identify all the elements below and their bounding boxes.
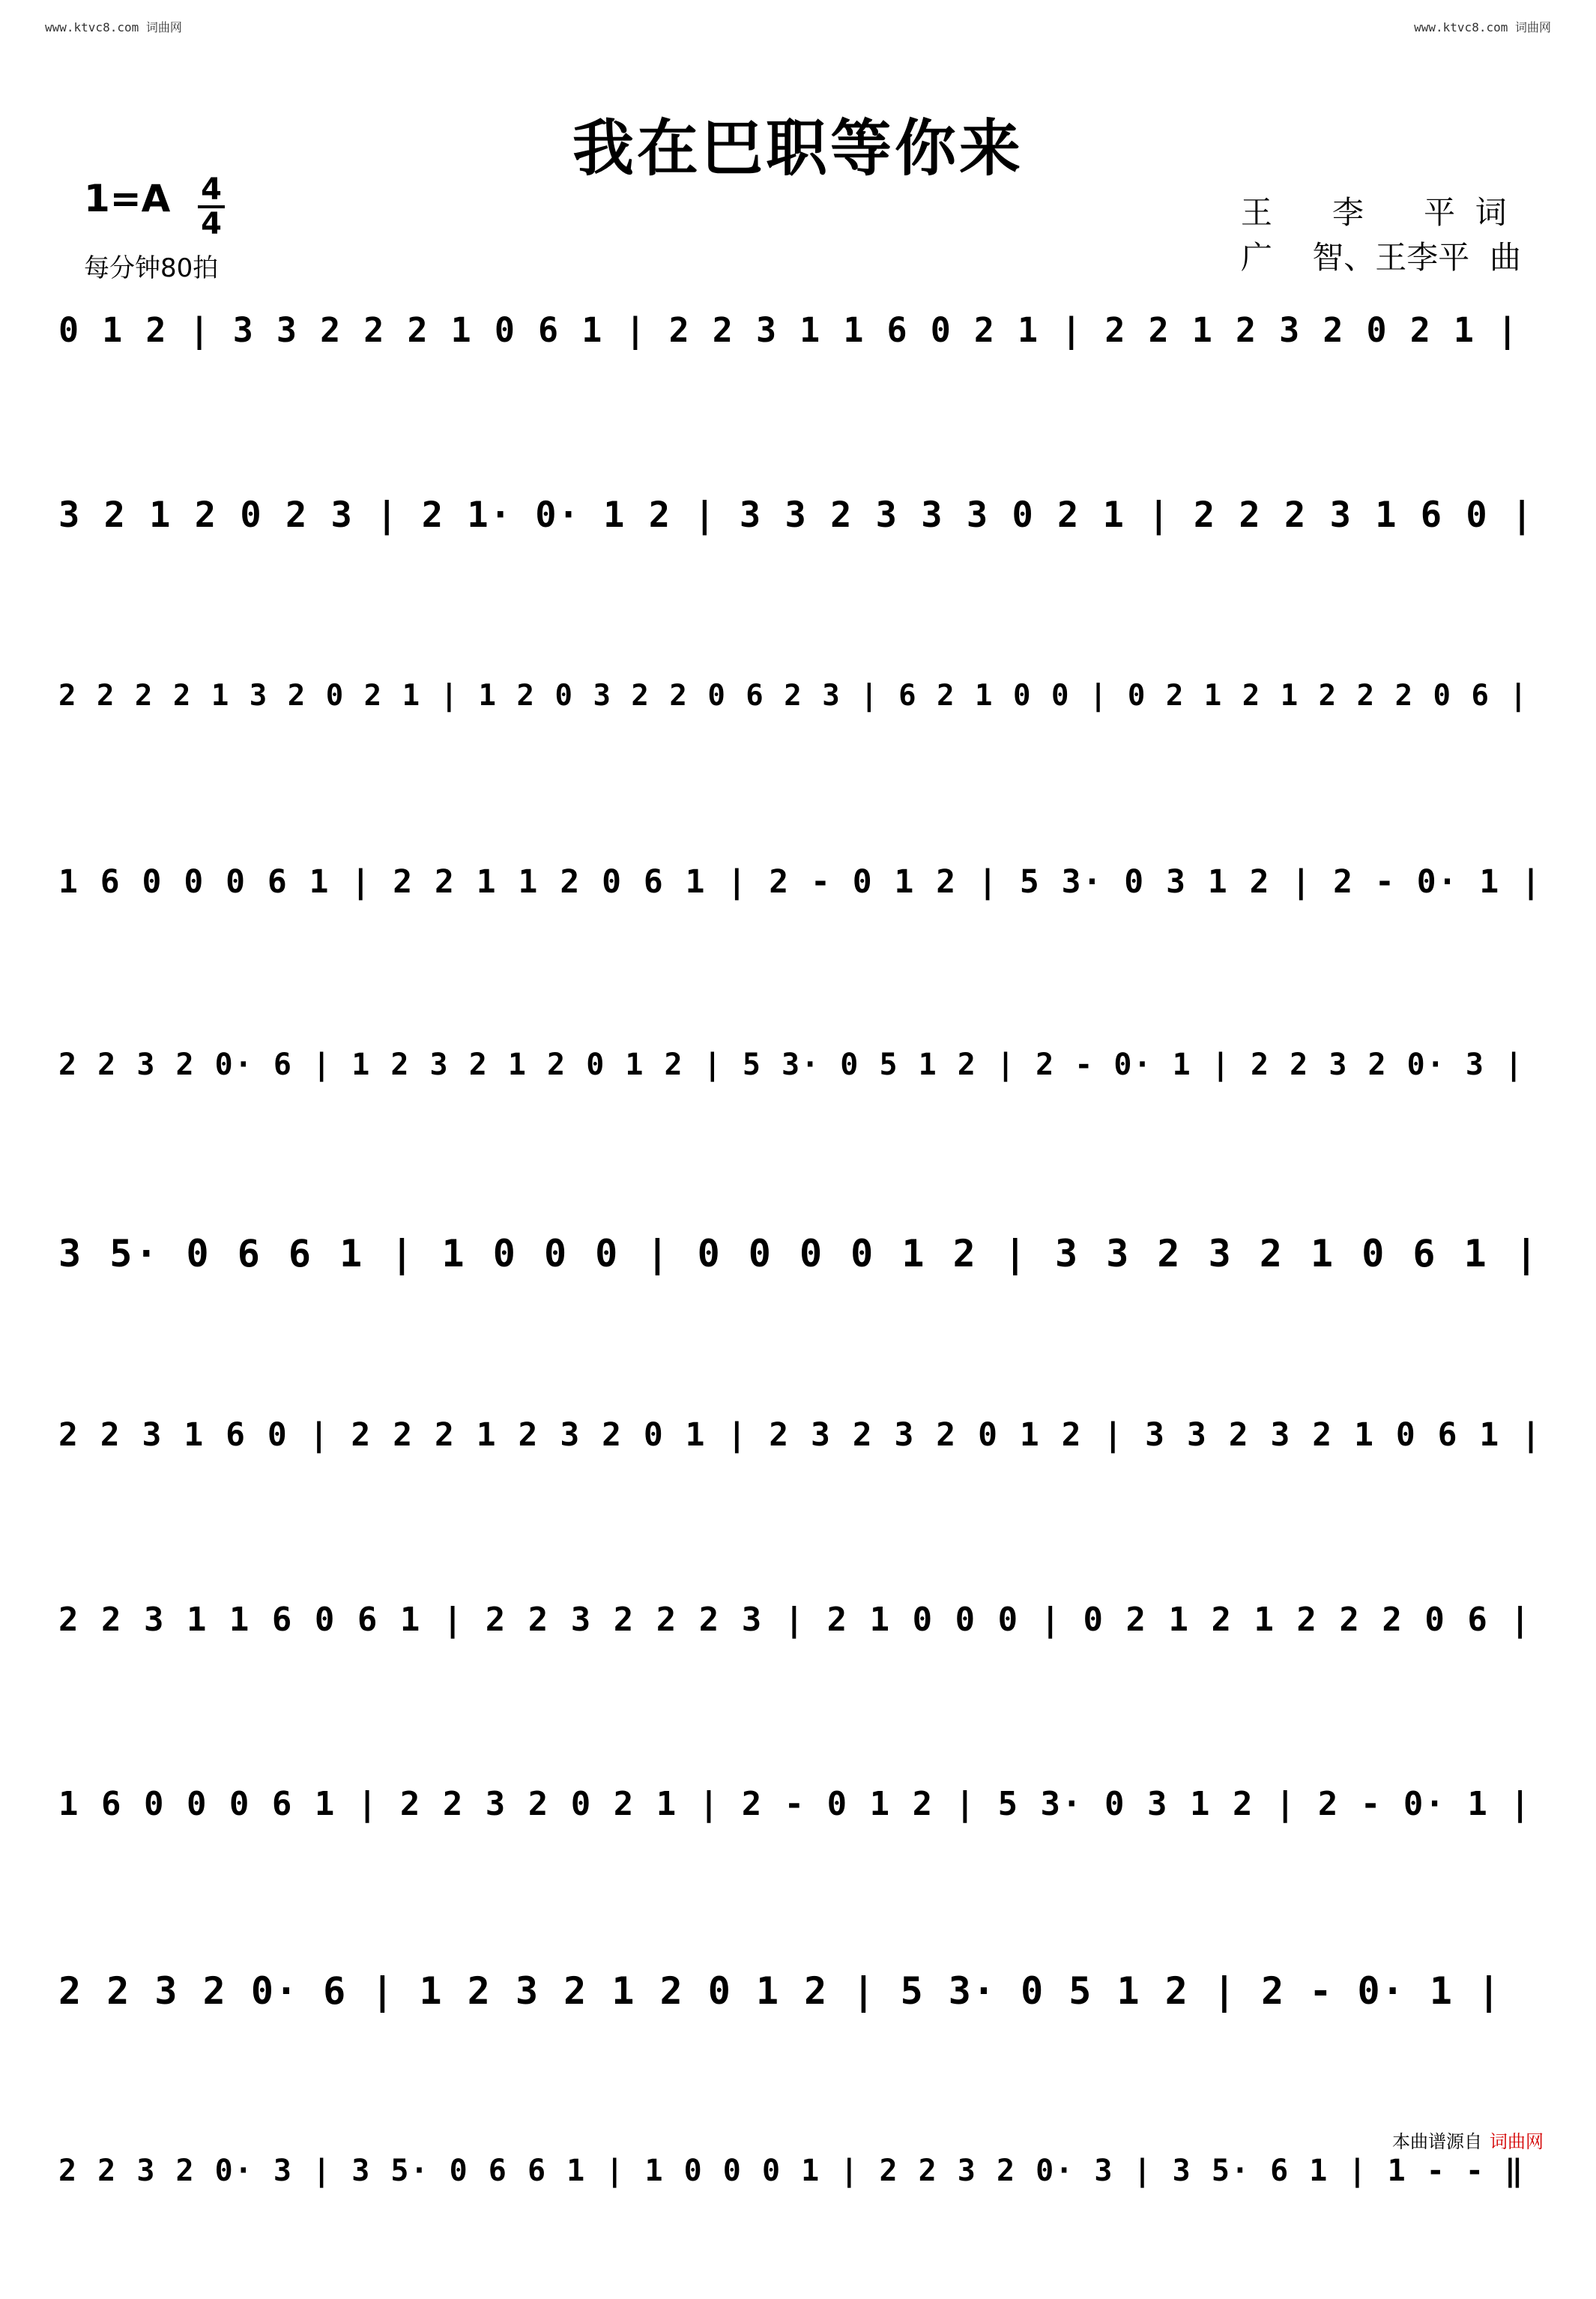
notation-line [58, 674, 1550, 737]
tempo-marking: 每分钟80拍 [84, 253, 219, 283]
song-title: 我在巴职等你来 [572, 112, 1024, 184]
lyricist-credit: 王 李 平 词 [1240, 194, 1507, 231]
source-site: 词曲网 [1490, 2131, 1544, 2152]
note-sequence: 2 2 3 1 6 0 | 2 2 2 1 2 3 2 0 1 | 2 3 2 3 2 0 1 2 | 3 3 2 3 2 1 0 6 1 | [58, 1416, 1543, 1454]
score-system [58, 1227, 1550, 1377]
note-sequence: 2 2 3 2 0· 6 | 1 2 3 2 1 2 0 1 2 | 5 3· 0 5 1 2 | 2 - 0· 1 | [58, 1969, 1502, 2013]
score-system [58, 859, 1550, 1009]
composer-credit: 广 智、王李平 曲 [1240, 239, 1521, 276]
source-note [1392, 2127, 1544, 2153]
notation-line [58, 1596, 1550, 1659]
time-signature-bottom: 4 [201, 207, 222, 241]
note-sequence: 1 6 0 0 0 6 1 | 2 2 1 1 2 0 6 1 | 2 - 0 1 2 | 5 3· 0 3 1 2 | 2 - 0· 1 | [58, 863, 1543, 901]
note-sequence: 2 2 3 1 1 6 0 6 1 | 2 2 3 2 2 2 3 | 2 1 0 0 0 | 0 2 1 2 1 2 2 2 0 6 | [58, 1601, 1532, 1639]
notation-line [58, 306, 1550, 369]
notation-line [58, 2149, 1550, 2212]
score-system [58, 1412, 1550, 1562]
note-sequence: 2 2 3 2 0· 6 | 1 2 3 2 1 2 0 1 2 | 5 3· 0 5 1 2 | 2 - 0· 1 | 2 2 3 2 0· 3 | [58, 1048, 1525, 1082]
watermark-right: www.ktvc8.com 词曲网 [1414, 20, 1551, 34]
notation-line [58, 1780, 1550, 1843]
note-sequence: 2 2 2 2 1 3 2 0 2 1 | 1 2 0 3 2 2 0 6 2 3 | 6 2 1 0 0 | 0 2 1 2 1 2 2 2 0 6 | [58, 679, 1529, 713]
score-system [58, 1965, 1550, 2115]
notation-line [58, 1965, 1550, 2028]
note-sequence: 2 2 3 2 0· 3 | 3 5· 0 6 6 1 | 1 0 0 0 1 | 2 2 3 2 0· 3 | 3 5· 6 1 | 1 - - ‖ [58, 2154, 1525, 2188]
notation-line [58, 1227, 1550, 1290]
notation-line [58, 1043, 1550, 1106]
score-system [58, 1596, 1550, 1746]
credits [1241, 190, 1521, 280]
notation-line [58, 490, 1550, 553]
key-signature: 1=A [84, 177, 171, 220]
watermark-left: www.ktvc8.com 词曲网 [45, 20, 182, 34]
score-system [58, 1780, 1550, 1930]
score-system [58, 490, 1550, 640]
score-system [58, 306, 1550, 456]
time-signature-top: 4 [201, 172, 222, 207]
note-sequence: 3 2 1 2 0 2 3 | 2 1· 0· 1 2 | 3 3 2 3 3 3 0 2 1 | 2 2 2 3 1 6 0 | [58, 495, 1535, 536]
time-signature [196, 174, 226, 240]
note-sequence: 3 5· 0 6 6 1 | 1 0 0 0 | 0 0 0 0 1 2 | 3 3 2 3 2 1 0 6 1 | [58, 1232, 1541, 1275]
score-system [58, 2149, 1550, 2299]
note-sequence: 1 6 0 0 0 6 1 | 2 2 3 2 0 2 1 | 2 - 0 1 2 | 5 3· 0 3 1 2 | 2 - 0· 1 | [58, 1785, 1532, 1823]
score-system [58, 1043, 1550, 1193]
note-sequence: 0 1 2 | 3 3 2 2 2 1 0 6 1 | 2 2 3 1 1 6 0 2 1 | 2 2 1 2 3 2 0 2 1 | [58, 310, 1520, 350]
source-text: 本曲谱源自 [1392, 2131, 1482, 2152]
notation-line [58, 1412, 1550, 1475]
score-system [58, 674, 1550, 824]
notation-line [58, 859, 1550, 922]
